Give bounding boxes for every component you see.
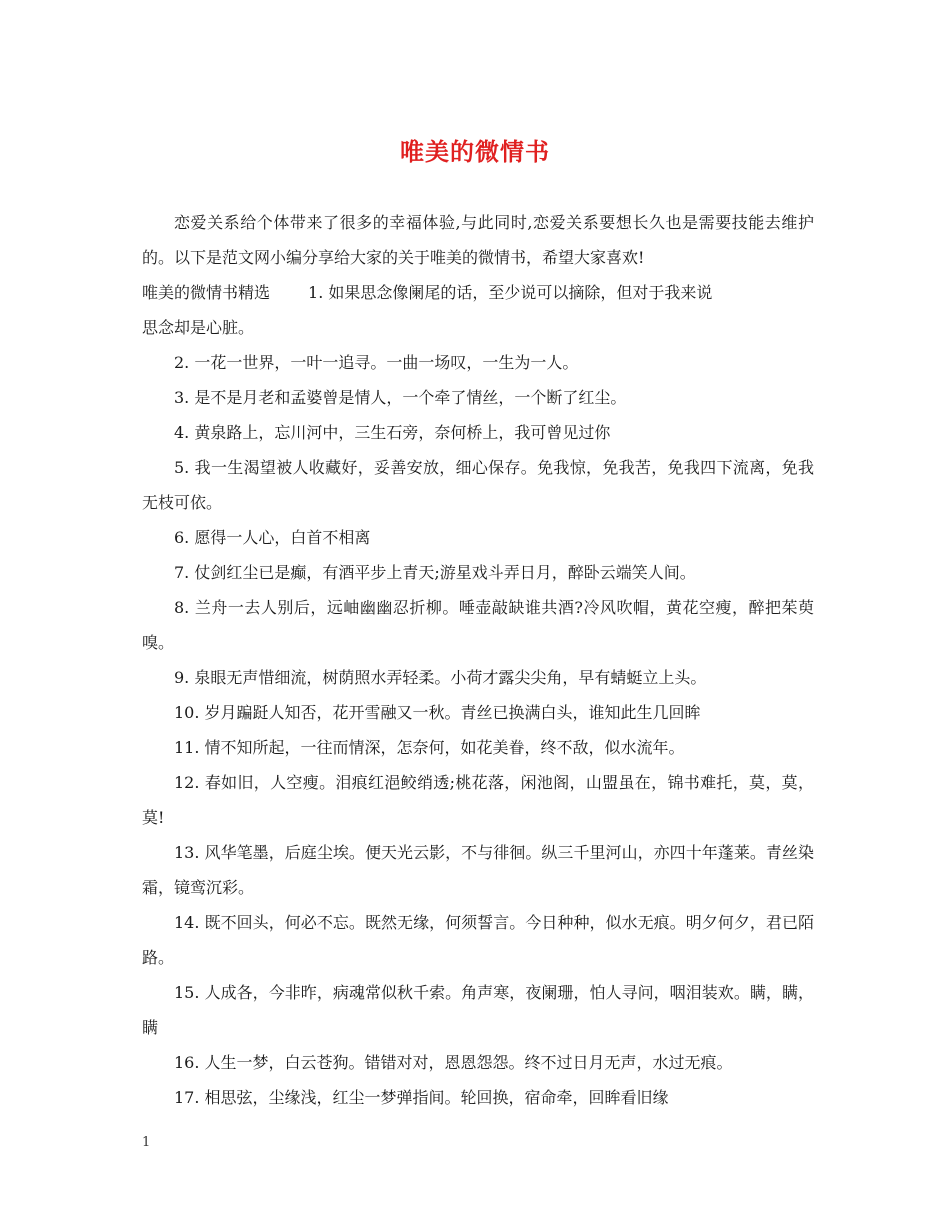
list-item: 6. 愿得一人心，白首不相离 — [174, 528, 371, 547]
list-item: 11. 情不知所起，一往而情深，怎奈何，如花美眷，终不敌，似水流年。 — [174, 738, 685, 757]
list-item: 16. 人生一梦，白云苍狗。错错对对，恩恩怨怨。终不过日月无声，水过无痕。 — [174, 1053, 733, 1072]
list-item: 8. 兰舟一去人别后，远岫幽幽忍折柳。唾壶敲缺谁共酒?冷风吹帽，黄花空瘦，醉把茱萸嗅。 — [142, 598, 814, 652]
first-item-line2: 思念却是心脏。 — [142, 318, 255, 337]
list-item: 7. 仗剑红尘已是癫，有酒平步上青天;游星戏斗弄日月，醉卧云端笑人间。 — [174, 563, 696, 582]
list-item: 17. 相思弦，尘缘浅，红尘一梦弹指间。轮回换，宿命牵，回眸看旧缘 — [174, 1088, 669, 1107]
intro-paragraph: 恋爱关系给个体带来了很多的幸福体验,与此同时,恋爱关系要想长久也是需要技能去维护的。以下是范文网小编分享给大家的关于唯美的微情书，希望大家喜欢! — [142, 213, 814, 267]
section-heading-line — [142, 275, 814, 310]
first-item-line1: 1. 如果思念像阑尾的话，至少说可以摘除，但对于我来说 — [308, 283, 713, 302]
list-item: 13. 风华笔墨，后庭尘埃。便天光云影，不与徘徊。纵三千里河山，亦四十年蓬莱。青丝染霜，镜鸾沉彩。 — [142, 843, 814, 897]
document-body — [142, 205, 814, 1115]
list-item: 14. 既不回头，何必不忘。既然无缘，何须誓言。今日种种，似水无痕。明夕何夕，君已陌路。 — [142, 913, 814, 967]
list-item: 3. 是不是月老和孟婆曾是情人，一个牵了情丝，一个断了红尘。 — [174, 388, 627, 407]
list-item: 5. 我一生渴望被人收藏好，妥善安放，细心保存。免我惊，免我苦，免我四下流离，免我无枝可依。 — [142, 458, 814, 512]
list-item: 4. 黄泉路上，忘川河中，三生石旁，奈何桥上，我可曾见过你 — [174, 423, 611, 442]
document-title: 唯美的微情书 — [400, 137, 550, 166]
list-item: 9. 泉眼无声惜细流，树荫照水弄轻柔。小荷才露尖尖角，早有蜻蜓立上头。 — [174, 668, 707, 687]
page-number: 1 — [142, 1135, 151, 1150]
list-item: 15. 人成各，今非昨，病魂常似秋千索。角声寒，夜阑珊，怕人寻问，咽泪装欢。瞒，瞒，瞒 — [142, 983, 814, 1037]
list-item: 12. 春如旧，人空瘦。泪痕红浥鲛绡透;桃花落，闲池阁，山盟虽在，锦书难托，莫，莫，莫! — [142, 773, 814, 827]
list-item: 2. 一花一世界，一叶一追寻。一曲一场叹，一生为一人。 — [174, 353, 579, 372]
section-heading: 唯美的微情书精选 — [142, 283, 271, 302]
list-item: 10. 岁月蹁跹人知否，花开雪融又一秋。青丝已换满白头，谁知此生几回眸 — [174, 703, 701, 722]
